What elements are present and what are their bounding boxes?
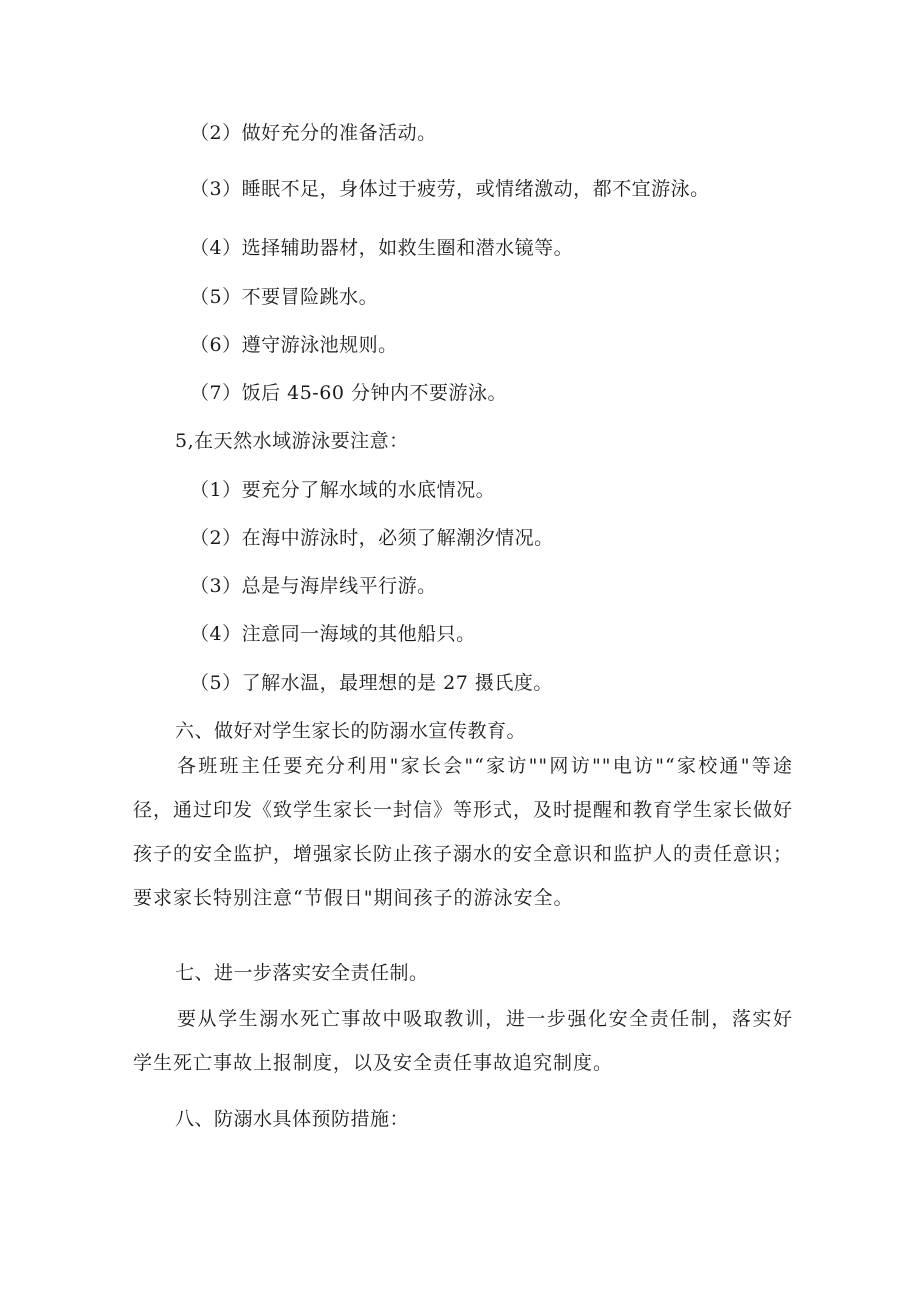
list-item-natural-4: （4）注意同一海域的其他船只。 — [190, 623, 476, 645]
list-item-pool-2: （2）做好充分的准备活动。 — [190, 122, 437, 144]
paragraph-responsibility: 要从学生溺水死亡事故中吸取教训，进一步强化安全责任制，落实好学生死亡事故上报制度，以及安全责任事故追究制度。 — [133, 1008, 793, 1074]
list-item-pool-3: （3）睡眠不足，身体过于疲劳，或情绪激动，都不宜游泳。 — [190, 178, 710, 200]
list-item-pool-4: （4）选择辅助器材，如救生圈和潜水镜等。 — [190, 237, 574, 259]
section-heading-8: 八、防溺水具体预防措施： — [175, 1108, 410, 1130]
section-heading-7: 七、进一步落实安全责任制。 — [175, 962, 429, 984]
section-heading-6: 六、做好对学生家长的防溺水宣传教育。 — [175, 720, 527, 742]
paragraph-parent-education: 各班班主任要充分利用"家长会"“家访""网访""电访"“家校通"等途径，通过印发《致学生家长一封信》等形式，及时提醒和教育学生家长做好孩子的安全监护，增强家长防止孩子溺水的安全意识和监护人的责任意识；要求家长特别注意“节假日"期间孩子的游泳安全。 — [133, 755, 794, 909]
list-item-natural-2: （2）在海中游泳时，必须了解潮汐情况。 — [190, 527, 554, 549]
section-heading-natural-water: 5,在天然水域游泳要注意： — [175, 430, 409, 452]
list-item-pool-6: （6）遵守游泳池规则。 — [190, 334, 398, 356]
list-item-pool-5: （5）不要冒险跳水。 — [190, 286, 379, 308]
list-item-natural-5: （5）了解水温，最理想的是 27 摄氏度。 — [190, 672, 553, 694]
list-item-pool-7: （7）饭后 45-60 分钟内不要游泳。 — [190, 382, 507, 404]
list-item-natural-3: （3）总是与海岸线平行游。 — [190, 575, 437, 597]
list-item-natural-1: （1）要充分了解水域的水底情况。 — [190, 479, 496, 501]
